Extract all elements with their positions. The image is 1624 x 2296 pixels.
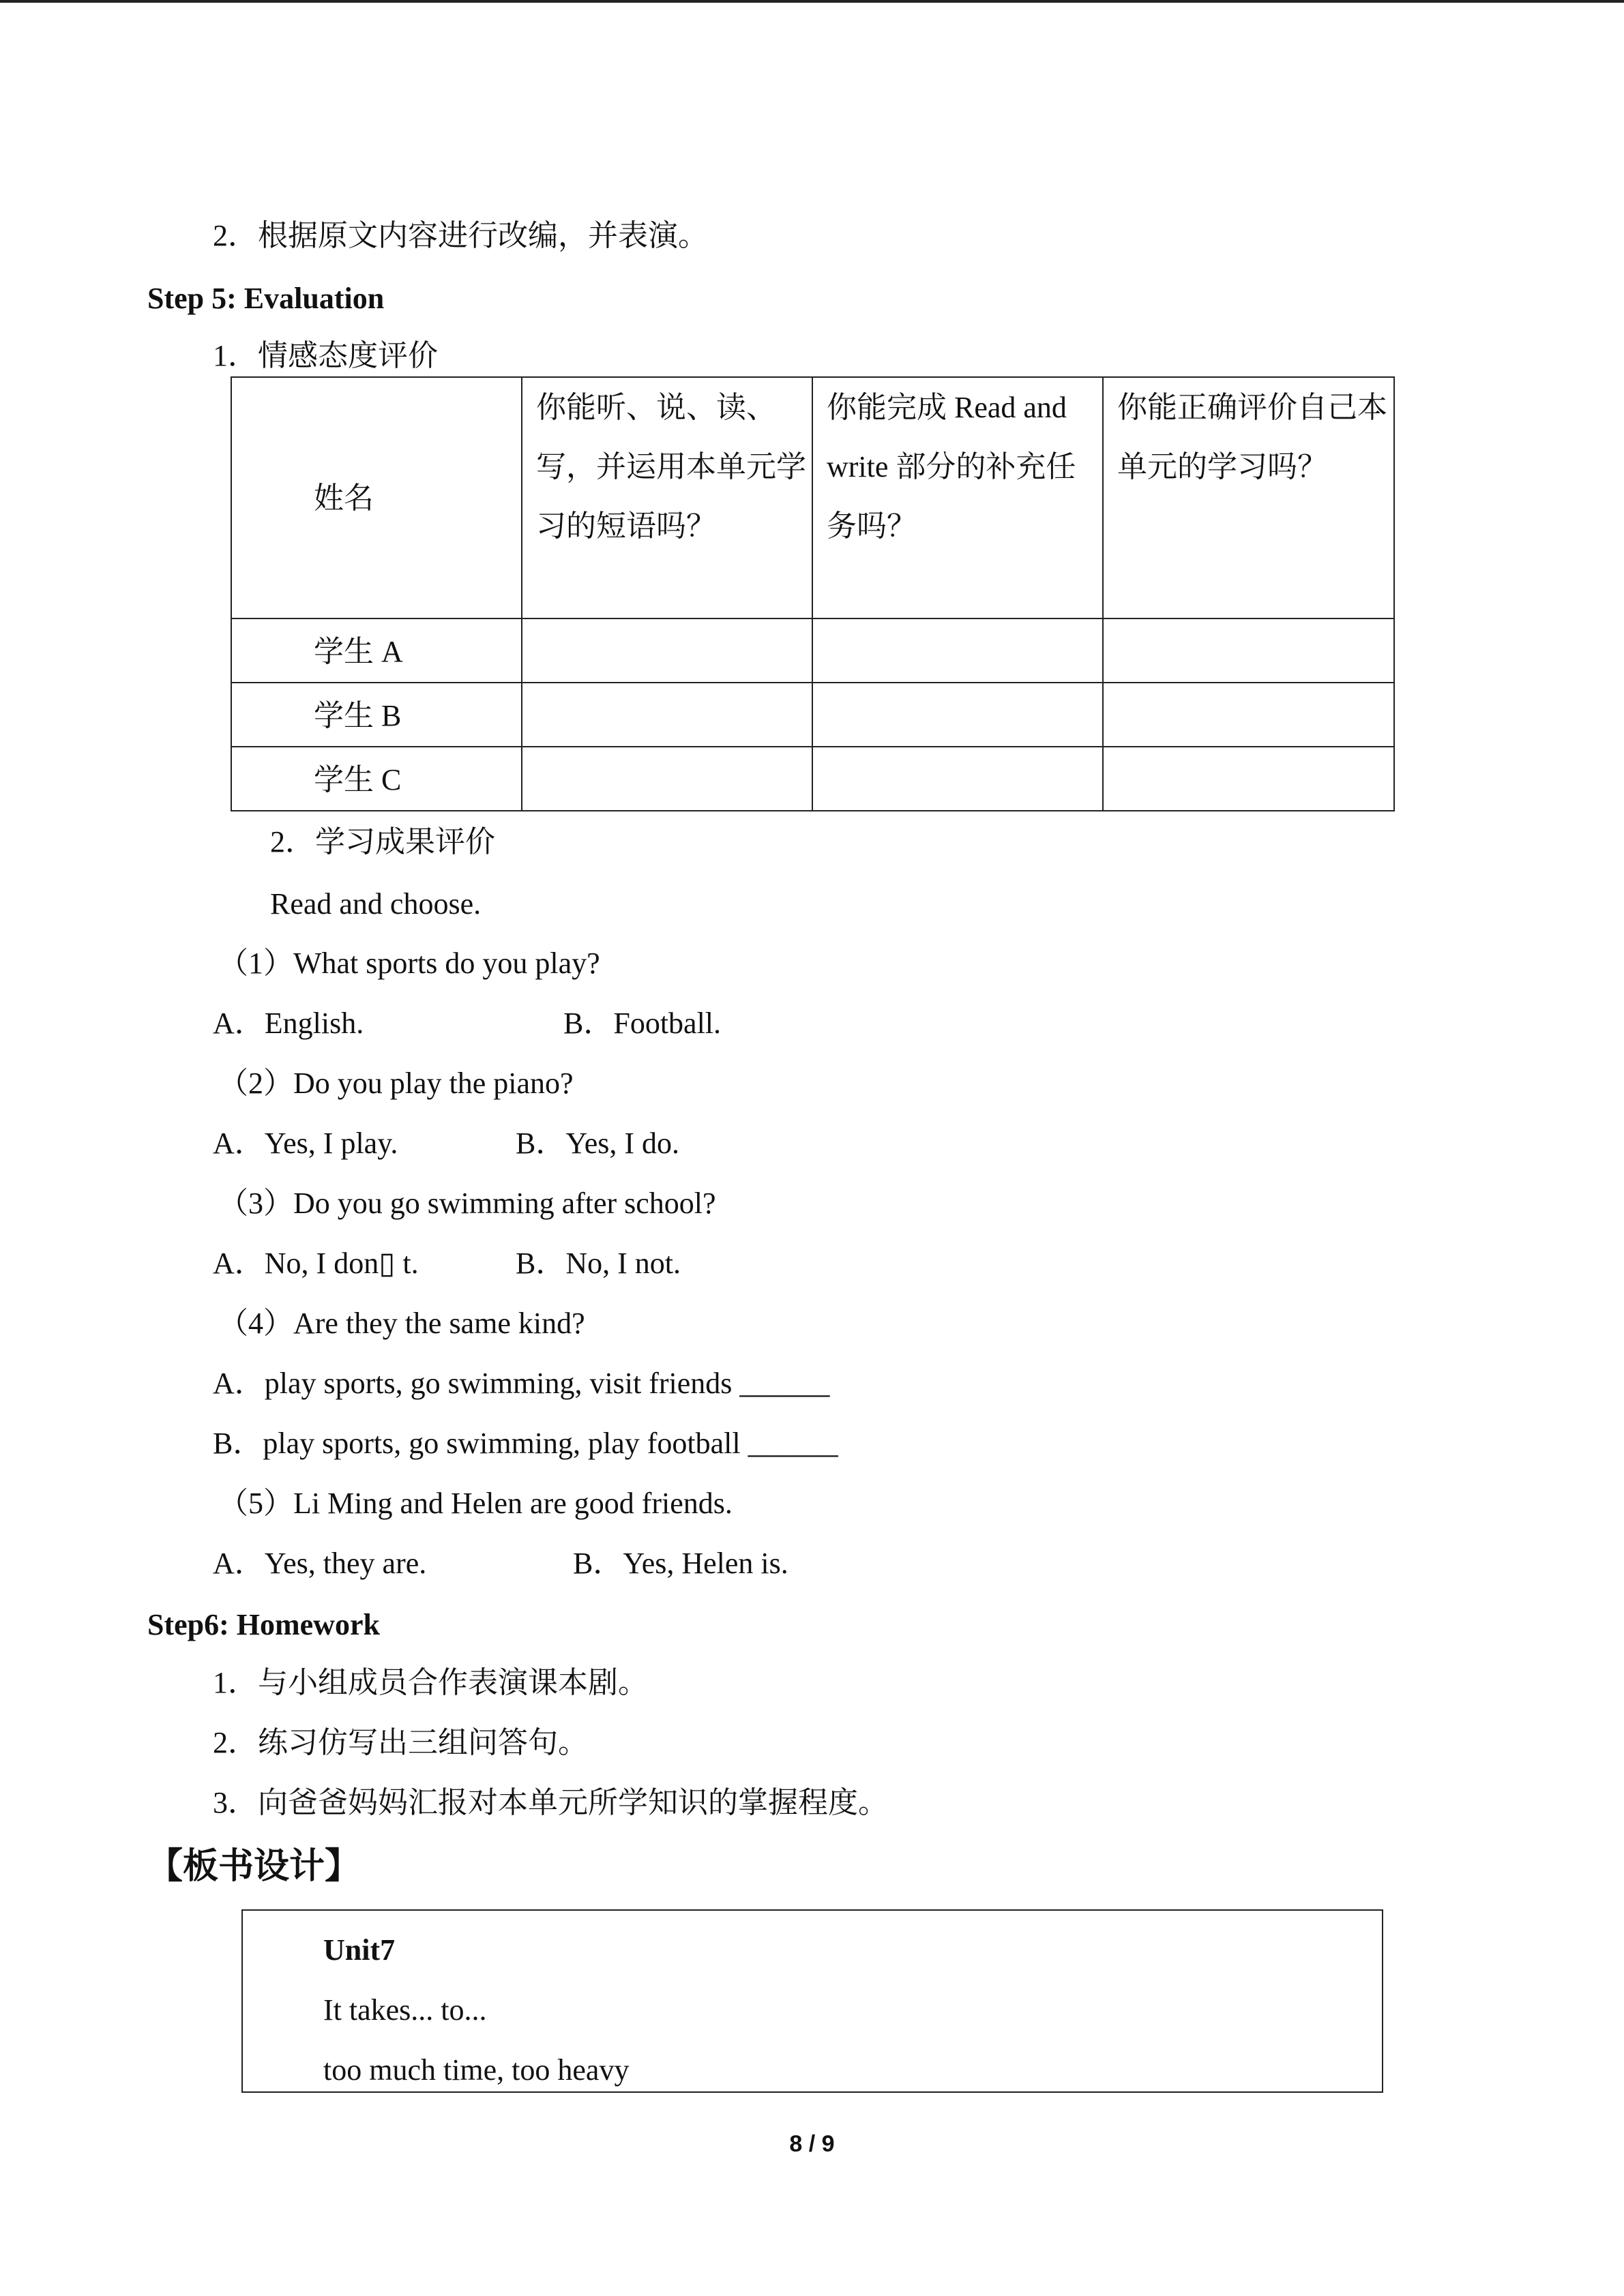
question-3: （3）Do you go swimming after school? <box>218 1187 716 1220</box>
table-cell <box>812 618 1103 683</box>
table-row-label: 学生 C <box>231 747 522 811</box>
question-3-option-a: A．No, I don▯ t. <box>213 1247 419 1280</box>
step5-item-1: 1．情感态度评价 <box>213 339 438 372</box>
question-2-option-b: B．Yes, I do. <box>516 1127 680 1160</box>
table-cell <box>1103 618 1394 683</box>
question-2-option-a: A．Yes, I play. <box>213 1127 398 1160</box>
table-header-self-evaluate: 你能正确评价自己本单元的学习吗？ <box>1103 377 1394 618</box>
question-4: （4）Are they the same kind? <box>218 1307 585 1340</box>
homework-item-2: 2．练习仿写出三组问答句。 <box>213 1726 588 1759</box>
table-row-label: 学生 A <box>231 618 522 683</box>
question-3-option-b: B．No, I not. <box>516 1247 681 1280</box>
table-cell <box>522 683 812 747</box>
table-header-listen-speak: 你能听、说、读、写，并运用本单元学习的短语吗？ <box>522 377 812 618</box>
table-cell <box>812 683 1103 747</box>
read-and-choose-instruction: Read and choose. <box>270 887 482 921</box>
board-line-3: too much time, too heavy <box>323 2053 630 2087</box>
step4-item-2: 2．根据原文内容进行改编，并表演。 <box>213 219 708 252</box>
question-5-option-b: B．Yes, Helen is. <box>573 1547 788 1580</box>
question-4-option-b: B．play sports, go swimming, play football ______ <box>213 1427 838 1460</box>
step5-heading: Step 5: Evaluation <box>147 282 385 315</box>
evaluation-table <box>231 376 1395 811</box>
question-1-option-a: A．English. <box>213 1007 364 1040</box>
table-cell <box>522 618 812 683</box>
page-number: 8 / 9 <box>789 2131 835 2157</box>
table-cell <box>812 747 1103 811</box>
board-design-heading: 【板书设计】 <box>147 1847 361 1886</box>
question-2: （2）Do you play the piano? <box>218 1067 574 1100</box>
question-5-option-a: A．Yes, they are. <box>213 1547 427 1580</box>
table-row-label: 学生 B <box>231 683 522 747</box>
homework-item-3: 3．向爸爸妈妈汇报对本单元所学知识的掌握程度。 <box>213 1786 888 1819</box>
table-cell <box>1103 683 1394 747</box>
board-unit-title: Unit7 <box>323 1933 396 1967</box>
question-5: （5）Li Ming and Helen are good friends. <box>218 1487 733 1520</box>
table-header-name: 姓名 <box>231 377 522 618</box>
board-line-2: It takes... to... <box>323 1993 487 2027</box>
table-cell <box>1103 747 1394 811</box>
board-design-box <box>241 1909 1383 2093</box>
step6-heading: Step6: Homework <box>147 1608 380 1641</box>
table-header-read-write: 你能完成 Read and write 部分的补充任务吗？ <box>812 377 1103 618</box>
page-top-border <box>0 0 1624 3</box>
question-4-option-a: A．play sports, go swimming, visit friends ______ <box>213 1367 830 1400</box>
table-cell <box>522 747 812 811</box>
step5-item-2: 2．学习成果评价 <box>270 825 495 859</box>
question-1: （1）What sports do you play? <box>218 946 600 980</box>
homework-item-1: 1．与小组成员合作表演课本剧。 <box>213 1666 648 1699</box>
question-1-option-b: B．Football. <box>563 1007 722 1040</box>
